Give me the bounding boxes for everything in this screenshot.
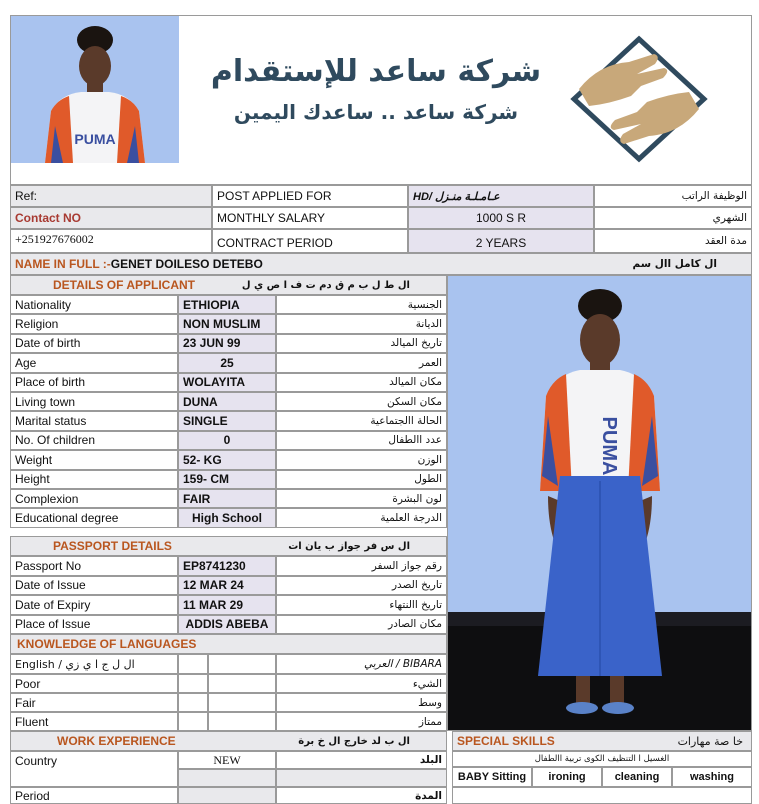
- applicant-field-ar: الوزن: [276, 450, 447, 469]
- applicant-field-value: NON MUSLIM: [178, 314, 276, 333]
- passport-section-title: PASSPORT DETAILS: [53, 539, 172, 553]
- languages-section-header: [10, 634, 447, 654]
- ref-label: Ref:: [10, 185, 212, 207]
- company-name: شركة ساعد للإستقدام: [210, 54, 542, 89]
- post-applied-label: POST APPLIED FOR: [212, 185, 408, 207]
- language-level-ar: الشيء: [276, 674, 447, 693]
- applicant-field-label: Marital status: [10, 411, 178, 430]
- skills-blank-row: [452, 787, 752, 804]
- work-country-value: NEW: [178, 751, 276, 769]
- applicant-field-label: Date of birth: [10, 334, 178, 353]
- applicant-field-value: DUNA: [178, 392, 276, 411]
- passport-field-ar: تاريخ االنتهاء: [276, 595, 447, 615]
- work-country-label: Country: [10, 751, 178, 787]
- applicant-field-label: Weight: [10, 450, 178, 469]
- work-country-ar: البلد: [276, 751, 447, 769]
- applicant-field-value: 159- CM: [178, 470, 276, 489]
- applicant-field-label: Complexion: [10, 489, 178, 508]
- applicant-field-ar: لون البشرة: [276, 489, 447, 508]
- applicant-field-value: ETHIOPIA: [178, 295, 276, 314]
- full-name-row: [10, 253, 752, 275]
- helping-hands-logo-icon: [559, 34, 719, 164]
- language-arabic-label: BIBARA / العربي: [276, 654, 447, 674]
- applicant-field-value: WOLAYITA: [178, 373, 276, 392]
- languages-section-title: KNOWLEDGE OF LANGUAGES: [17, 637, 197, 651]
- skill-item: washing: [672, 767, 752, 787]
- applicant-field-label: Place of birth: [10, 373, 178, 392]
- company-logo: [559, 34, 719, 164]
- applicant-field-label: Height: [10, 470, 178, 489]
- skill-item: BABY Sitting: [452, 767, 532, 787]
- post-applied-value: HD/ عـامـلـة منـزل: [408, 185, 594, 207]
- applicant-field-ar: الديانة: [276, 314, 447, 333]
- skills-section-title: SPECIAL SKILLS: [457, 734, 555, 748]
- applicant-section-header: [10, 275, 447, 295]
- language-level-english-b: [208, 712, 276, 731]
- work-period-ar: المدة: [276, 787, 447, 804]
- applicant-field-value: High School: [178, 508, 276, 527]
- full-name-value: GENET DOILESO DETEBO: [110, 257, 263, 271]
- applicant-photo-full: [447, 275, 752, 731]
- person-portrait-icon: [11, 16, 179, 163]
- passport-field-ar: رقم جواز السفر: [276, 556, 447, 576]
- monthly-salary-value: 1000 S R: [408, 207, 594, 229]
- passport-field-ar: مكان الصادر: [276, 615, 447, 635]
- applicant-field-ar: مكان الميالد: [276, 373, 447, 392]
- passport-field-label: Place of Issue: [10, 615, 178, 635]
- applicant-field-ar: الجنسية: [276, 295, 447, 314]
- contract-period-label: CONTRACT PERIOD: [212, 229, 408, 253]
- full-name-label: NAME IN FULL :-: [15, 257, 111, 271]
- svg-text:PUMA: PUMA: [74, 131, 116, 147]
- applicant-section-title: DETAILS OF APPLICANT: [53, 278, 195, 292]
- passport-section-header: [10, 536, 447, 556]
- skill-item: cleaning: [602, 767, 672, 787]
- passport-field-value: 12 MAR 24: [178, 576, 276, 596]
- contact-label: Contact NO: [10, 207, 212, 229]
- lang-grid-a0: [178, 654, 208, 674]
- applicant-section-title-ar: ال ط ل ب م ق دم ت ف ا ص ي ل: [241, 279, 410, 291]
- applicant-field-value: 25: [178, 353, 276, 372]
- applicant-field-label: Age: [10, 353, 178, 372]
- work-section-title: WORK EXPERIENCE: [57, 734, 176, 748]
- language-level-english-a: [178, 712, 208, 731]
- language-english-label: English / ال ل ج ا ي زي: [10, 654, 178, 674]
- applicant-field-ar: الحالة االجتماعية: [276, 411, 447, 430]
- work-section-title-ar: ال ب لد خارج ال خ برة: [298, 735, 410, 747]
- work-country-blank: [178, 769, 276, 787]
- svg-text:PUMA: PUMA: [598, 416, 620, 476]
- language-level-ar: وسط: [276, 693, 447, 712]
- applicant-field-label: Religion: [10, 314, 178, 333]
- language-level-english-b: [208, 693, 276, 712]
- applicant-field-value: 23 JUN 99: [178, 334, 276, 353]
- language-level-label: Fair: [10, 693, 178, 712]
- language-level-label: Fluent: [10, 712, 178, 731]
- passport-field-label: Date of Expiry: [10, 595, 178, 615]
- applicant-field-ar: الدرجة العلمية: [276, 508, 447, 527]
- applicant-field-ar: عدد االطفال: [276, 431, 447, 450]
- applicant-field-ar: تاريخ الميالد: [276, 334, 447, 353]
- passport-field-value: ADDIS ABEBA: [178, 615, 276, 635]
- contract-period-ar: مدة العقد: [594, 229, 752, 253]
- contact-phone: +251927676002: [10, 229, 212, 253]
- contract-period-value: 2 YEARS: [408, 229, 594, 253]
- lang-grid-b0: [208, 654, 276, 674]
- applicant-field-ar: العمر: [276, 353, 447, 372]
- passport-field-label: Passport No: [10, 556, 178, 576]
- applicant-field-ar: مكان السكن: [276, 392, 447, 411]
- applicant-field-label: Educational degree: [10, 508, 178, 527]
- passport-section-title-ar: ال س فر جواز ب يان ات: [288, 540, 410, 552]
- applicant-field-label: No. Of children: [10, 431, 178, 450]
- applicant-field-value: SINGLE: [178, 411, 276, 430]
- language-level-ar: ممتاز: [276, 712, 447, 731]
- passport-field-ar: تاريخ الصدر: [276, 576, 447, 596]
- language-level-english-b: [208, 674, 276, 693]
- work-period-value: [178, 787, 276, 804]
- applicant-field-ar: الطول: [276, 470, 447, 489]
- language-level-label: Poor: [10, 674, 178, 693]
- skills-section-header: [452, 731, 752, 751]
- work-section-header: [10, 731, 447, 751]
- applicant-field-label: Living town: [10, 392, 178, 411]
- passport-field-value: EP8741230: [178, 556, 276, 576]
- post-applied-ar: الوظيفة الراتب: [594, 185, 752, 207]
- skills-section-title-ar: خا صة مهارات: [677, 734, 743, 748]
- language-level-english-a: [178, 674, 208, 693]
- applicant-field-value: 52- KG: [178, 450, 276, 469]
- work-country-ar-blank: [276, 769, 447, 787]
- language-level-english-a: [178, 693, 208, 712]
- skills-ar-header: الغسيل ا التنظيف الكوى تربية االطفال: [452, 751, 752, 767]
- applicant-field-label: Nationality: [10, 295, 178, 314]
- person-full-body-icon: [448, 276, 752, 731]
- header: [10, 15, 752, 185]
- full-name-ar: ال كامل اال سم: [632, 258, 717, 270]
- monthly-salary-label: MONTHLY SALARY: [212, 207, 408, 229]
- passport-field-label: Date of Issue: [10, 576, 178, 596]
- skill-item: ironing: [532, 767, 602, 787]
- applicant-field-value: 0: [178, 431, 276, 450]
- applicant-photo-small: [11, 16, 179, 163]
- passport-field-value: 11 MAR 29: [178, 595, 276, 615]
- applicant-field-value: FAIR: [178, 489, 276, 508]
- work-period-label: Period: [10, 787, 178, 804]
- monthly-salary-ar: الشهري: [594, 207, 752, 229]
- company-tagline: شركة ساعد .. ساعدك اليمين: [233, 100, 519, 124]
